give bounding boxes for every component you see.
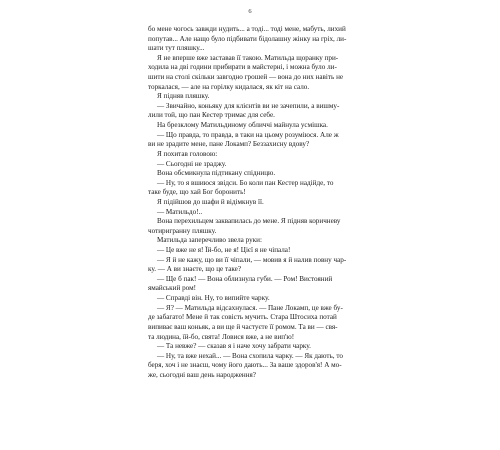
text-line: — Це вже не я! Їй-бо, не я! Цієї я не чіпала! (157, 246, 291, 255)
text-line: Вона обсмикнула підтикану спідницю. (157, 169, 276, 178)
text-line: На брезклому Матильдиному обличчі майнула усмішка. (157, 121, 328, 130)
text-line: чотиригранну пляшку. (148, 226, 217, 235)
text-line: Я підійшов до шафи й відімкнув її. (157, 197, 264, 206)
text-line: ви не зрадите мене, пане Локамп? Беззахисну вдову? (148, 140, 310, 149)
body-text (148, 25, 362, 381)
text-line: — Матильдо!.. (157, 207, 203, 216)
text-line: Я підняв пляшку. (157, 92, 210, 101)
text-line: — Я? — Матильда відсахнулася. — Пане Локамп, це вже бу- (157, 303, 343, 312)
text-line: лили той, що пан Кестер тримає для себе. (148, 111, 275, 120)
text-line: — Ще б пак! — Вона облизнула губи. — Ром! Вистояний (157, 274, 333, 283)
text-line: — Справді він. Ну, то випийте чарку. (157, 294, 270, 303)
text-line: же, сьогодні ваш день народження? (148, 370, 256, 379)
text-line: Я не вперше вже заставав її такою. Матильда щоранку при- (157, 53, 339, 62)
text-line: — Я й не кажу, що ви її чіпали, — мовив я й налив повну чар- (157, 255, 347, 264)
text-line: ходила на дві години прибирати в майстерні, і можна було ли- (148, 63, 337, 72)
text-line: — Що правда, то правда, в таки на цьому розуміюся. Але ж (157, 130, 339, 139)
text-line: шати тут пляшку... (148, 44, 205, 53)
text-line: ямайський ром! (148, 284, 196, 293)
text-line: та людина, їй-бо, свята! Ловися вже, а не вип'ю! (148, 332, 295, 341)
text-line: Вона перехильцем заквапилась до мене. Я підняв коричневу (157, 217, 341, 226)
text-line: торкалася, — але на горілку кидалася, як кіт на сало. (148, 82, 310, 91)
text-line: беря, хоч і не знаєш, чому його дають... За ваше здоров'я! А мо- (148, 361, 342, 370)
text-line: — Ну, та вже нехай... — Вона схопила чарку. — Як дають, то (157, 351, 343, 360)
page-number: 6 (248, 8, 252, 15)
text-line: шити на столі скільки завгодно грошей — вона до них навіть не (148, 73, 344, 82)
text-line: бо мене чогось завжди нудить... а тоді... тоді мене, мабуть, лихий (148, 25, 346, 33)
text-line: — Ну, то я вшиюся звідси. Бо коли пан Кестер надійде, то (157, 178, 334, 187)
text-line: де забагато! Мене й так совість мучить. Стара Штосиха потай (148, 313, 337, 322)
text-line: ку. — А ви знаєте, що це таке? (148, 265, 242, 274)
text-line: — Та невже? — сказав я і наче хочу забрати чарку. (157, 342, 311, 351)
text-line: — Звичайно, коньяку для клієнтів ви не зачепили, а вишму- (157, 101, 340, 110)
text-line: Я похитав головою: (157, 149, 218, 158)
text-line: таке буде, що хай Бог боронить! (148, 188, 246, 197)
text-line: — Сьогодні не зраджу. (157, 159, 227, 168)
text-line: Матильда заперечливо звела руки: (157, 236, 262, 245)
text-line: випиває ваш коньяк, а ви ще й частуєте її ромом. Та ви — свя- (148, 322, 338, 331)
text-line: попутав... Але нащо було підбивати бідолашну жінку на гріх, ли- (148, 34, 347, 43)
